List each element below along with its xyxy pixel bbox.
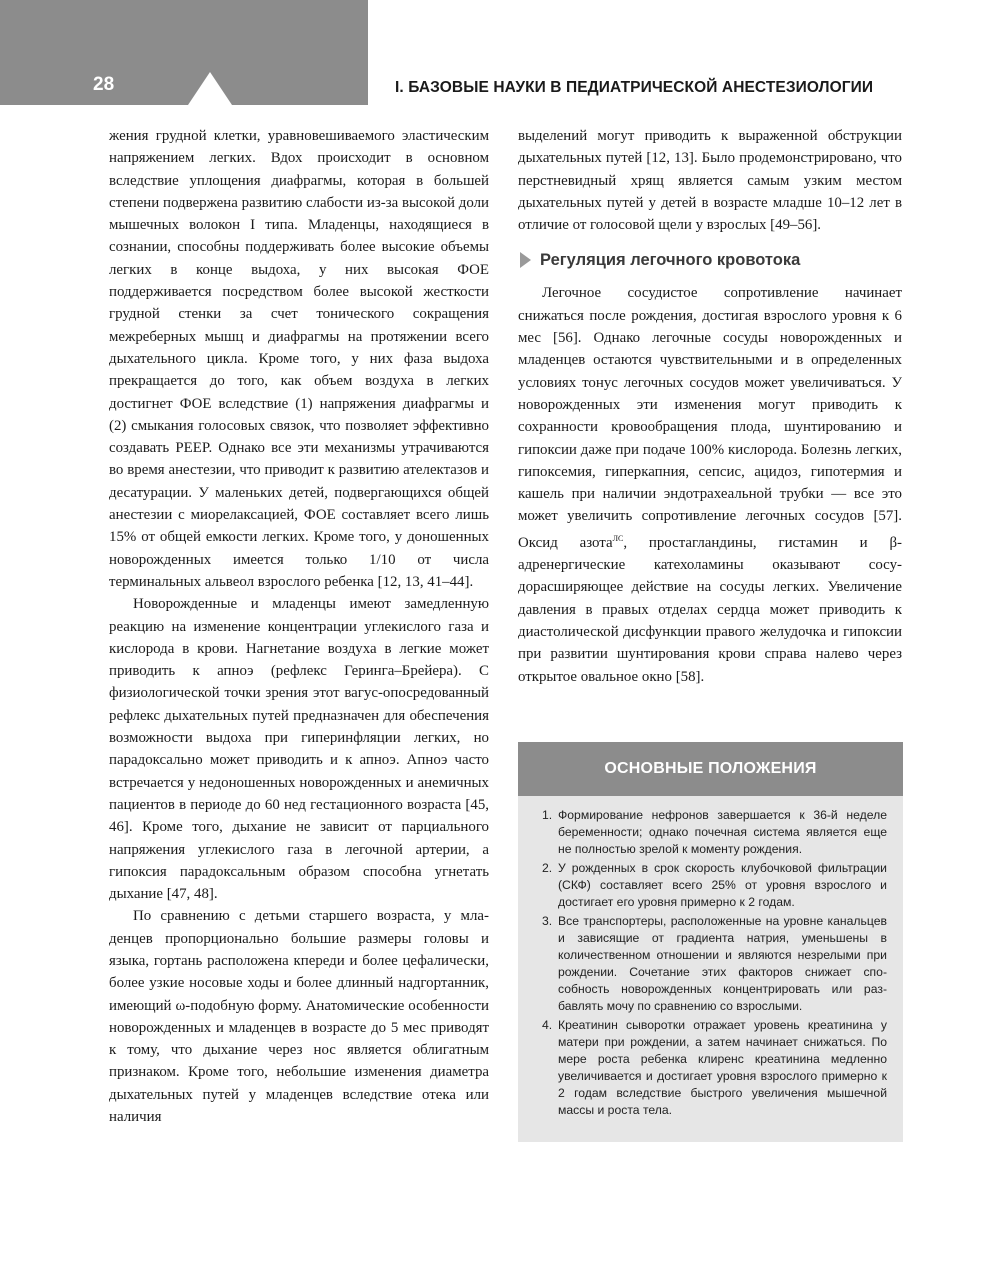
body-paragraph [518, 282, 902, 687]
key-points-list [518, 796, 903, 1119]
header-bar [0, 0, 368, 105]
list-item [542, 807, 887, 858]
list-item-text: Формирование нефронов завершается к 36-й неделе беременности; однако почечная система является еще не полностью зрелой к моменту рождения. [558, 808, 887, 856]
section-heading-text: Регуляция легочного кровотока [540, 251, 801, 270]
body-paragraph: жения грудной клетки, уравновешиваемого эластическим напряжением легких. Вдох происходит в основном вследствие уплощения диафрагмы, которая в большей степени подвержена развитию слабости из-за высокой доли мышечных волокон I типа. Младенцы, находящиеся в сознании, способны поддерживать более высокие объемы легких в конце выдоха, у них высокая ФОЕ поддерживается посредством более высокой жесткости грудной стенки за счет тонического сокращения межреберных мышц и диафрагмы на протяжении всего дыхательного цикла. Кроме того, у них фаза выдоха прекращается до того, как объем воздуха в легких достигнет ФОЕ вследствие (1) напряжения диафрагмы и (2) смыкания голосовых связок, что позволяет эффективно создавать PEEP. Однако все эти механизмы утрачиваются во время анестезии, что приводит к развитию ателектазов и десатурации. У маленьких детей, подвергающихся общей анестезии с миорелаксацией, ФОЕ составляет всего лишь 15% от общей емкости легких. Кроме того, у доношенных новорожденных имеется только 1/10 от числа терминальных альвеол взрослого ребенка [12, 13, 41–44]. [109, 128, 489, 590]
list-item [542, 913, 887, 1015]
list-item [542, 1017, 887, 1119]
list-item-text: Креатинин сыворотки отражает уровень креатинина у матери при рождении, а затем начинает снижаться. По мере роста ребенка клиренс креатинина медленно увеличивается и достигает уровня взрослого примерно к 2 годам вследствие быстрого увеличения мышечной массы и роста тела. [558, 1018, 887, 1117]
superscript-mark: ЛС [612, 533, 624, 543]
triangle-bullet-icon [520, 252, 531, 268]
list-item-number: 1. [542, 808, 553, 822]
body-paragraph: По сравнению с детьми старшего возраста, у младенцев пропорционально большие размеры головы и языка, гортань расположена кпереди и более цефалически, более узкие носовые ходы и более длинный надгортанник, имеющий ω-подобную форму. Анатомические особенности новорожденных и младенцев в возрасте до 5 мес приводят к тому, что дыхание через нос является облигатным признаком. Кроме того, небольшие изменения диаметра дыхательных путей у младенцев вследствие отека или наличия [109, 908, 489, 1126]
section-heading [518, 247, 902, 273]
list-item [542, 860, 887, 911]
body-paragraph: Новорожденные и младенцы имеют замедленную реакцию на изменение концентрации углекислого газа и кислорода в крови. Нагнетание воздуха в легкие может приводить к апноэ (рефлекс Геринга–Брейера). С физиологической точки зрения этот вагус-опосредованный рефлекс дыхательных путей предназначен для обеспечения возможности выдоха при гиперинфляции легких, но парадоксально может приводить и к апноэ. Апноэ часто встречается у недоношенных новорожденных и анемичных пациентов в периоде до 60 нед гестационного возраста [45, 46]. Кроме того, дыхание не зависит от парциального напряжения углекислого газа в легочной артерии, а гипоксия парадоксальным образом способна угнетать дыхание [47, 48]. [109, 596, 489, 903]
key-points-box [518, 742, 903, 1142]
list-item-text: У рожденных в срок скорость клубочковой фильтрации (СКФ) составляет всего 25% от уровня взрослого и достигает его уровня примерно к 2 годам. [558, 861, 887, 909]
list-item-number: 2. [542, 861, 553, 875]
paragraph-text: Легочное сосудистое сопротивление начинает снижаться после рождения, достигая взрослого уровня к 6 мес [56]. Однако легочные сосуды новорожденных и младенцев остаются чувствительными и в определенных условиях тонус легочных сосудов может увеличиваться. У новорожденных эти изменения могут приводить к сохранности кровообращения плода, шунтированию и гипоксии даже при подаче 100% кислорода. Болезнь легких, гипоксемия, гиперкапния, сепсис, ацидоз, гипотермия и кашель при наличии эндотрахеальной трубки — все это может увеличить сопротивление легочных сосудов [57]. Оксид азота [518, 285, 902, 551]
list-item-text: Все транспортеры, расположенные на уровне канальцев и зависящие от градиента натрия, уменьшены в количественном отношении и являются незрелыми при рождении. Сочетание этих факторов снижает способность новорожденных концентрировать или разбавлять мочу по сравнению со взрослыми. [558, 914, 887, 1013]
header-triangle-decoration [188, 72, 232, 105]
page-number: 28 [93, 74, 115, 95]
running-title: I. БАЗОВЫЕ НАУКИ В ПЕДИАТРИЧЕСКОЙ АНЕСТЕЗИОЛОГИИ [395, 79, 874, 96]
right-column [518, 125, 902, 688]
left-column [109, 125, 489, 1128]
list-item-number: 3. [542, 914, 553, 928]
key-points-title: ОСНОВНЫЕ ПОЛОЖЕНИЯ [518, 742, 903, 796]
body-paragraph: выделений могут приводить к выраженной обструкции дыхательных путей [12, 13]. Было продемонстрировано, что перстневидный хрящ является самым узким местом дыхательных путей у детей в возрасте младше 10–12 лет в отличие от голосовой щели у взрослых [49–56]. [518, 128, 902, 234]
list-item-number: 4. [542, 1018, 553, 1032]
paragraph-text: , простагландины, гистамин и β-адренергические катехоламины оказывают сосудорасширяющее действие на сосуды легких. Увеличение давления в правых отделах сердца может приводить к диастолической дисфункции правого желудочка и гипоксии при развитии шунтирования крови справа налево через открытое овальное окно [58]. [518, 534, 902, 685]
